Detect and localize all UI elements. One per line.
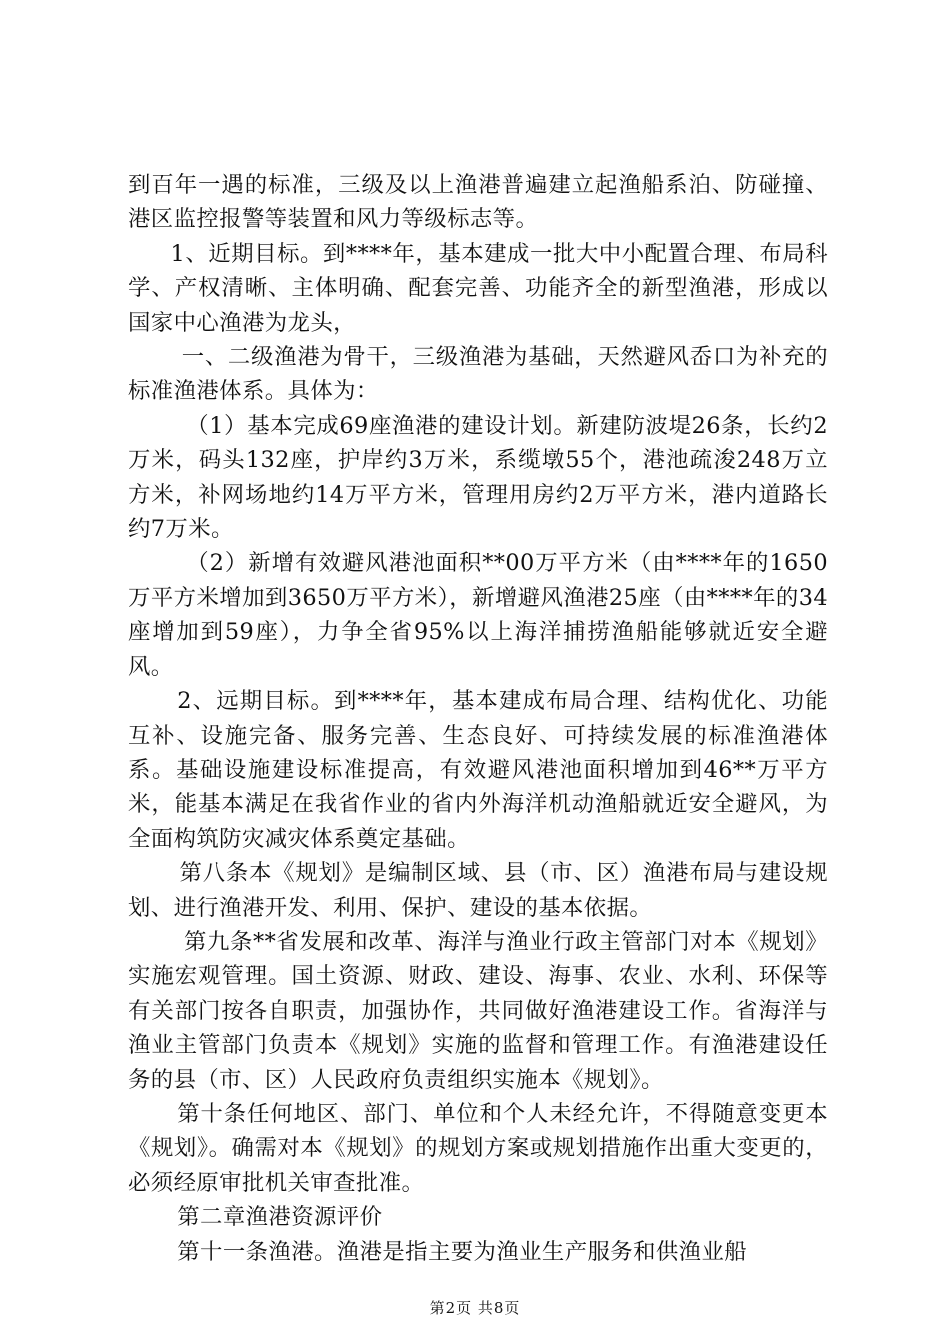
paragraph-3: 一、二级渔港为骨干，三级渔港为基础，天然避风岙口为补充的标准渔港体系。具体为： [128, 344, 828, 405]
paragraph-9: 第十条任何地区、部门、单位和个人未经允许，不得随意变更本《规划》。确需对本《规划》的规划方案或规划措施作出重大变更的，必须经原审批机关审查批准。 [128, 1100, 828, 1196]
paragraph-7: 第八条本《规划》是编制区域、县（市、区）渔港布局与建设规划、进行渔港开发、利用、保护、建设的基本依据。 [128, 860, 828, 921]
paragraph-5: （2）新增有效避风港池面积**00万平方米（由****年的1650万平方米增加到3650万平方米），新增避风渔港25座（由****年的34座增加到59座），力争全省95%以上海洋捕捞渔船能够就近安全避风。 [128, 550, 828, 680]
paragraph-10: 第二章渔港资源评价 [177, 1204, 383, 1231]
paragraph-11: 第十一条渔港。渔港是指主要为渔业生产服务和供渔业船 [177, 1238, 748, 1265]
paragraph-2: 1、近期目标。到****年，基本建成一批大中小配置合理、布局科学、产权清晰、主体明确、配套完善、功能齐全的新型渔港，形成以国家中心渔港为龙头， [128, 240, 828, 336]
body-text [128, 168, 828, 1269]
page-footer: 第2页 共8页 [429, 1299, 521, 1317]
paragraph-4: （1）基本完成69座渔港的建设计划。新建防波堤26条，长约2万米，码头132座，护岸约3万米，系缆墩55个，港池疏浚248万立方米，补网场地约14万平方米，管理用房约2万平方米，港内道路长约7万米。 [128, 412, 828, 543]
paragraph-6: 2、远期目标。到****年，基本建成布局合理、结构优化、功能互补、设施完备、服务完善、生态良好、可持续发展的标准渔港体系。基础设施建设标准提高，有效避风港池面积增加到46**万平方米，能基本满足在我省作业的省内外海洋机动渔船就近安全避风，为全面构筑防灾减灾体系奠定基础。 [128, 688, 828, 852]
paragraph-8: 第九条**省发展和改革、海洋与渔业行政主管部门对本《规划》实施宏观管理。国土资源、财政、建设、海事、农业、水利、环保等有关部门按各自职责，加强协作，共同做好渔港建设工作。省海洋与渔业主管部门负责本《规划》实施的监督和管理工作。有渔港建设任务的县（市、区）人民政府负责组织实施本《规划》。 [128, 928, 828, 1093]
paragraph-1: 到百年一遇的标准，三级及以上渔港普遍建立起渔船系泊、防碰撞、港区监控报警等装置和风力等级标志等。 [128, 172, 828, 233]
